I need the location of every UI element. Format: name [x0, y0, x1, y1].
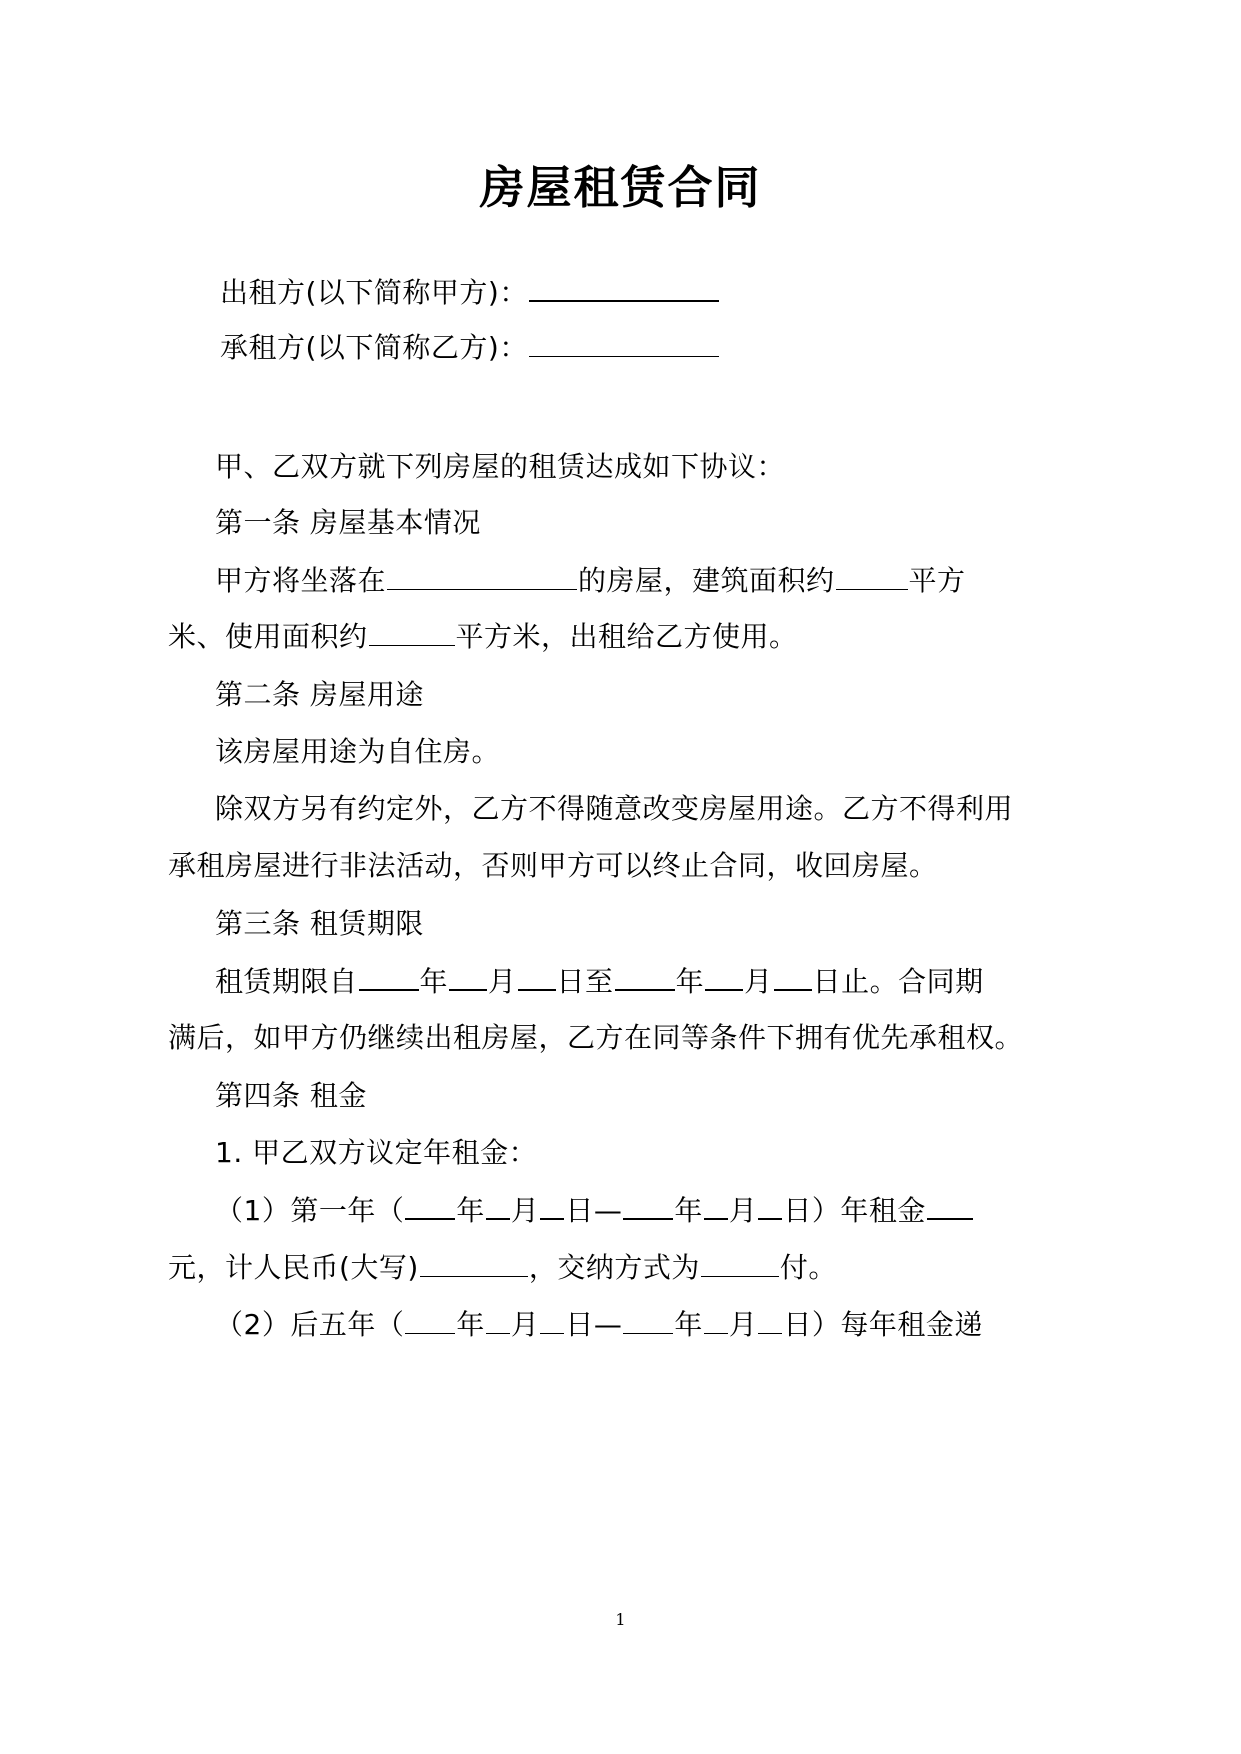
- lessor-label: 出租方(以下简称甲方)：: [220, 276, 528, 309]
- first-year-end-month-blank[interactable]: [704, 1190, 728, 1220]
- text-segment: 年: [456, 1194, 485, 1227]
- later-years-end-month-blank[interactable]: [704, 1305, 728, 1334]
- article-2-paragraph-1: 该房屋用途为自住房。: [215, 735, 501, 768]
- article-1-line-1: [215, 561, 966, 601]
- text-segment: 年: [456, 1308, 485, 1341]
- text-segment: 月: [510, 1194, 540, 1227]
- text-segment: 付。: [779, 1251, 837, 1284]
- lessee-label: 承租方(以下简称乙方)：: [220, 331, 528, 364]
- text-segment: 年: [419, 965, 449, 998]
- text-segment: 月: [728, 1308, 758, 1341]
- rent-in-words-blank[interactable]: [420, 1248, 528, 1277]
- text-segment: （1）第一年（: [215, 1194, 405, 1227]
- article-4-heading: 第四条 租金: [215, 1079, 367, 1112]
- text-segment: 日至: [556, 965, 614, 998]
- usable-area-blank[interactable]: [369, 617, 455, 646]
- end-year-blank[interactable]: [615, 961, 675, 991]
- text-segment: （2）后五年（: [215, 1308, 405, 1341]
- first-year-start-year-blank[interactable]: [405, 1190, 455, 1220]
- first-year-end-year-blank[interactable]: [623, 1190, 673, 1220]
- building-area-blank[interactable]: [836, 561, 908, 590]
- end-day-blank[interactable]: [774, 961, 812, 991]
- text-segment: 的房屋，建筑面积约: [578, 564, 835, 597]
- first-year-rent-blank[interactable]: [927, 1190, 973, 1220]
- location-blank[interactable]: [387, 561, 577, 590]
- text-segment: 日—: [565, 1308, 623, 1341]
- payment-method-blank[interactable]: [701, 1248, 779, 1277]
- article-4-item-1: 1. 甲乙双方议定年租金：: [215, 1136, 538, 1169]
- article-2-paragraph-2-line-1: 除双方另有约定外，乙方不得随意改变房屋用途。乙方不得利用: [215, 792, 1014, 825]
- text-segment: 年: [674, 1194, 703, 1227]
- page-number: 1: [615, 1610, 626, 1629]
- article-3-line-2: 满后，如甲方仍继续出租房屋，乙方在同等条件下拥有优先承租权。: [168, 1021, 1024, 1054]
- article-3-line-1: [215, 961, 984, 1001]
- document-title: 房屋租赁合同: [479, 161, 762, 214]
- later-years-end-day-blank[interactable]: [758, 1305, 782, 1334]
- first-year-end-day-blank[interactable]: [758, 1190, 782, 1220]
- text-segment: 日止。合同期: [812, 965, 984, 998]
- text-segment: 年租金: [840, 1194, 926, 1227]
- later-years-start-year-blank[interactable]: [405, 1305, 455, 1334]
- text-segment: 年: [674, 1308, 703, 1341]
- start-day-blank[interactable]: [518, 961, 556, 991]
- text-segment: 日—: [565, 1194, 623, 1227]
- text-segment: 平方米，出租给乙方使用。: [455, 620, 798, 653]
- start-month-blank[interactable]: [449, 961, 487, 991]
- text-segment: 每年租金递: [840, 1308, 983, 1341]
- text-segment: 月: [744, 965, 773, 998]
- lessor-blank[interactable]: [529, 272, 719, 302]
- later-years-end-year-blank[interactable]: [623, 1305, 673, 1334]
- text-segment: ，交纳方式为: [528, 1251, 700, 1284]
- lessor-line: [220, 272, 720, 312]
- later-years-start-day-blank[interactable]: [540, 1305, 564, 1334]
- article-3-heading: 第三条 租赁期限: [215, 907, 424, 940]
- text-segment: 甲方将坐落在: [215, 564, 387, 597]
- text-segment: 月: [510, 1308, 540, 1341]
- end-month-blank[interactable]: [705, 961, 743, 991]
- article-4-sub-1-line-1: [215, 1190, 974, 1230]
- first-year-start-month-blank[interactable]: [486, 1190, 510, 1220]
- article-4-sub-1-line-2: [168, 1248, 837, 1288]
- start-year-blank[interactable]: [359, 961, 419, 991]
- article-2-heading: 第二条 房屋用途: [215, 678, 424, 711]
- lessee-blank[interactable]: [529, 328, 719, 357]
- text-segment: 日）: [783, 1194, 841, 1227]
- text-segment: 米、使用面积约: [168, 620, 368, 653]
- article-1-line-2: [168, 617, 798, 657]
- text-segment: 月: [488, 965, 517, 998]
- article-4-sub-2-line-1: [215, 1305, 983, 1345]
- article-1-heading: 第一条 房屋基本情况: [215, 506, 481, 539]
- later-years-start-month-blank[interactable]: [486, 1305, 510, 1334]
- text-segment: 平方: [908, 564, 966, 597]
- text-segment: 日）: [783, 1308, 841, 1341]
- article-2-paragraph-2-line-2: 承租房屋进行非法活动，否则甲方可以终止合同，收回房屋。: [168, 849, 938, 882]
- lessee-line: [220, 328, 720, 368]
- intro-paragraph: 甲、乙双方就下列房屋的租赁达成如下协议：: [215, 450, 786, 483]
- text-segment: 月: [728, 1194, 758, 1227]
- text-segment: 租赁期限自: [215, 965, 358, 998]
- text-segment: 年: [675, 965, 705, 998]
- first-year-start-day-blank[interactable]: [540, 1190, 564, 1220]
- text-segment: 元，计人民币(大写): [168, 1251, 419, 1284]
